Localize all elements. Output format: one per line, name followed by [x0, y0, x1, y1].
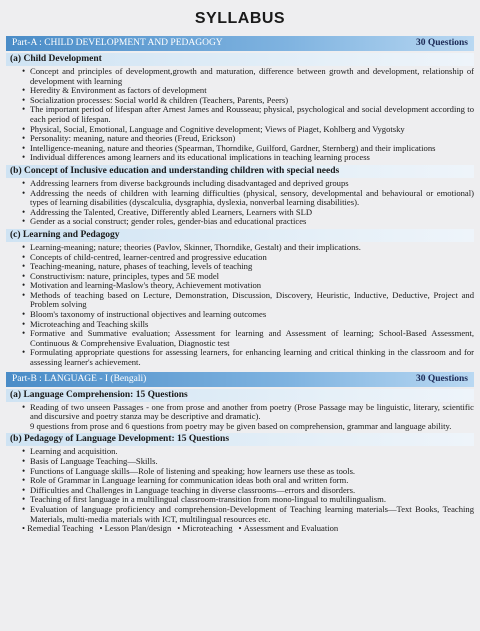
comprehension-note: 9 questions from prose and 6 questions from poetry may be given based on comprehension, grammar and language ability.	[30, 420, 452, 431]
list-item: • The important period of lifespan after Arnest James and Rousseau; physical, psychological and social development according to each period of lifespan.	[22, 105, 474, 124]
list-item: • Addressing the needs of children with learning difficulties (physical, sensory, developmental and behavioural or emotional) types of learning disabilities (dyscalculia, dysgraphia, dyslexia, nonverbal learning disabilities).	[22, 189, 474, 208]
list-item: • Learning and acquisition.	[22, 447, 474, 457]
list-item: • Gender as a social construct; gender roles, gender-bias and educational practices	[22, 217, 474, 227]
inline-item: • Assessment and Evaluation	[239, 524, 339, 534]
list-item: • Addressing learners from diverse backgrounds including disadvantaged and deprived groups	[22, 179, 474, 189]
list-item: • Basis of Language Teaching—Skills.	[22, 457, 474, 467]
list-item: • Motivation and learning-Maslow's theory, Achievement motivation	[22, 281, 474, 291]
list-item: • Functions of Language skills—Role of listening and speaking; how learners use these as tools.	[22, 467, 474, 477]
language-pedagogy-inline-list	[22, 524, 474, 534]
list-item: • Bloom's taxonomy of instructional objectives and learning outcomes	[22, 310, 474, 320]
list-item: • Physical, Social, Emotional, Language and Cognitive development; Views of Piaget, Kohlberg and Vygotsky	[22, 125, 474, 135]
part-a-label: Part-A : CHILD DEVELOPMENT AND PEDAGOGY	[12, 38, 223, 48]
list-item: • Teaching of first language in a multilingual classroom-transition from mono-lingual to multilingualism.	[22, 495, 474, 505]
part-b-header	[6, 372, 474, 387]
list-item: • Role of Grammar in Language learning for communication ideas both oral and written form.	[22, 476, 474, 486]
learning-pedagogy-list	[22, 243, 474, 368]
list-item: • Microteaching and Teaching skills	[22, 320, 474, 330]
inline-item: • Lesson Plan/design	[99, 524, 171, 534]
language-pedagogy-list	[22, 447, 474, 524]
list-item: • Concepts of child-centred, learner-centred and progressive education	[22, 253, 474, 263]
part-b-label: Part-B : LANGUAGE - I (Bengali)	[12, 373, 147, 384]
section-learning-pedagogy-heading: (c) Learning and Pedagogy	[6, 229, 474, 242]
section-child-development-heading: (a) Child Development	[6, 53, 474, 66]
inclusive-education-list	[22, 179, 474, 227]
list-item: • Formative and Summative evaluation; Assessment for learning and Assessment of learning; School-Based Assessment, Continuous & Comprehensive Evaluation, Diagnostic test	[22, 329, 474, 348]
list-item: • Learning-meaning; nature; theories (Pavlov, Skinner, Thorndike, Gestalt) and their implications.	[22, 243, 474, 253]
list-item: • Constructivism: nature, principles, types and 5E model	[22, 272, 474, 282]
page-title: SYLLABUS	[194, 10, 286, 27]
list-item: • Individual differences among learners and its educational implications in teaching learning process	[22, 153, 474, 163]
inline-item: • Remedial Teaching	[22, 524, 93, 534]
list-item: • Personality: meaning, nature and theories (Freud, Erickson)	[22, 134, 474, 144]
list-item: • Socialization processes: Social world & children (Teachers, Parents, Peers)	[22, 96, 474, 106]
section-inclusive-education-heading: (b) Concept of Inclusive education and understanding children with special needs	[6, 165, 474, 178]
list-item: • Difficulties and Challenges in Language teaching in diverse classrooms—errors and disorders.	[22, 486, 474, 496]
language-comprehension-list	[22, 403, 474, 422]
list-item: • Addressing the Talented, Creative, Differently abled Learners, Learners with SLD	[22, 208, 474, 218]
list-item: • Concept and principles of development,growth and maturation, difference between growth and development, relationship of development with learning	[22, 67, 474, 86]
part-a-header	[6, 36, 474, 51]
list-item: • Intelligence-meaning, nature and theories (Spearman, Thorndike, Guilford, Gardner, Sternberg) and their implications	[22, 144, 474, 154]
list-item: • Reading of two unseen Passages - one from prose and another from poetry (Prose Passage may be linguistic, literary, scientific and discursive and poetry stanza may be descriptive and dramatic).	[22, 403, 474, 422]
list-item: • Teaching-meaning, nature, phases of teaching, levels of teaching	[22, 262, 474, 272]
list-item: • Evaluation of language proficiency and comprehension-Development of Teaching learning materials—Text Books, Teaching Materials, multi-media materials with ICT, multilingual resources etc.	[22, 505, 474, 524]
part-b-questions: 30 Questions	[416, 373, 468, 384]
section-language-comprehension-heading: (a) Language Comprehension: 15 Questions	[6, 389, 474, 402]
inline-item: • Microteaching	[177, 524, 232, 534]
child-development-list	[22, 67, 474, 163]
list-item: • Heredity & Environment as factors of development	[22, 86, 474, 96]
section-language-pedagogy-heading: (b) Pedagogy of Language Development: 15 Questions	[6, 433, 474, 446]
list-item: • Methods of teaching based on Lecture, Demonstration, Discussion, Discovery, Heuristic, Inductive, Deductive, Project and Problem solving	[22, 291, 474, 310]
list-item: • Formulating appropriate questions for assessing learners, for enhancing learning and critical thinking in the classroom and for assessing learner's achievement.	[22, 348, 474, 367]
part-a-questions: 30 Questions	[416, 38, 468, 48]
